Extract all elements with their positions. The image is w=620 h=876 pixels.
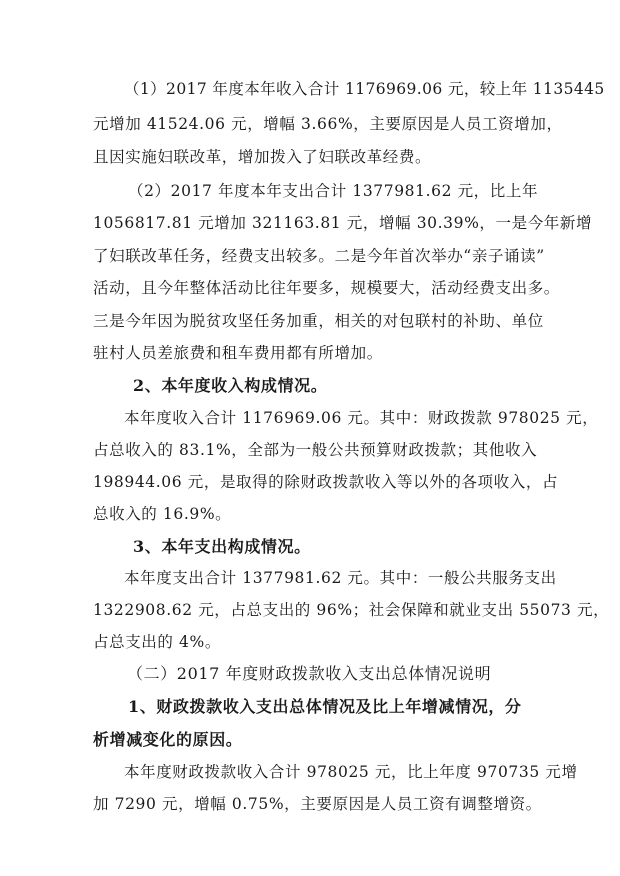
text-line: 本年度财政拨款收入合计 978025 元，比上年度 970735 元增 [124, 763, 578, 781]
section-heading: 1、财政拨款收入支出总体情况及比上年增减情况，分 [128, 697, 522, 716]
text-line: 三是今年因为脱贫攻坚任务加重，相关的对包联村的补助、单位 [93, 312, 544, 330]
text-line: 驻村人员差旅费和租车费用都有所增加。 [93, 344, 383, 362]
text-line: 加 7290 元，增幅 0.75%，主要原因是人员工资有调整增资。 [93, 795, 542, 813]
text-line: 198944.06 元，是取得的除财政拨款收入等以外的各项收入，占 [93, 473, 559, 491]
text-line: 1056817.81 元增加 321163.81 元，增幅 30.39%，一是今年新增 [93, 214, 593, 232]
text-line: 活动，且今年整体活动比往年要多，规模要大，活动经费支出多。 [93, 279, 560, 297]
subsection-heading: （二）2017 年度财政拨款收入支出总体情况说明 [127, 664, 492, 683]
text-line: 1322908.62 元，占总支出的 96%；社会保障和就业支出 55073 元， [93, 601, 610, 619]
text-line: 占总收入的 83.1%，全部为一般公共预算财政拨款；其他收入 [93, 441, 538, 459]
text-line: 了妇联改革任务，经费支出较多。二是今年首次举办“亲子诵读” [93, 247, 545, 265]
text-line: 且因实施妇联改革，增加拨入了妇联改革经费。 [93, 148, 432, 166]
text-line: 总收入的 16.9%。 [93, 505, 232, 523]
section-heading: 3、本年支出构成情况。 [133, 537, 311, 556]
section-heading: 2、本年度收入构成情况。 [133, 376, 328, 395]
text-line: 本年度收入合计 1176969.06 元。其中：财政拨款 978025 元， [124, 409, 599, 427]
section-heading: 析增减变化的原因。 [93, 730, 243, 749]
text-line: 元增加 41524.06 元，增幅 3.66%，主要原因是人员工资增加， [93, 115, 563, 133]
text-line: 占总支出的 4%。 [93, 633, 221, 651]
text-line: （1）2017 年度本年收入合计 1176969.06 元，较上年 1135445 [124, 80, 605, 98]
text-line: （2）2017 年度本年支出合计 1377981.62 元，比上年 [128, 182, 539, 200]
text-line: 本年度支出合计 1377981.62 元。其中：一般公共服务支出 [124, 569, 557, 587]
